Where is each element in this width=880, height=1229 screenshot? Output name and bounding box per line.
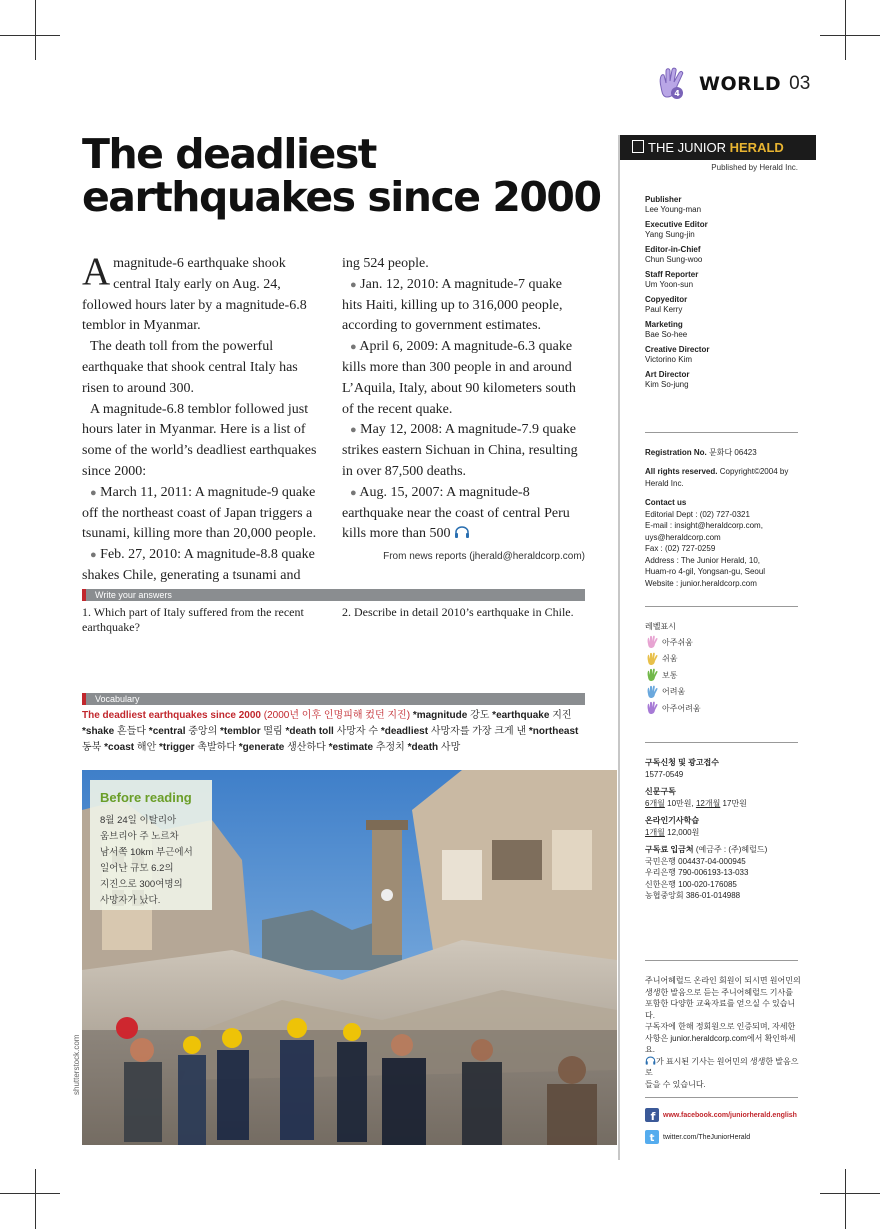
- staff-name: Victorino Kim: [645, 355, 692, 364]
- contact-block: Contact us Editorial Dept : (02) 727-0321 E-mail : insight@heraldcorp.com, uys@heraldcorp.com Fax : (02) 727-0259 Address : The Junior Herald, 10, Huam-ro 4-gil, Yongsan-gu, Seoul Website : junior.heraldcorp.com: [645, 497, 805, 589]
- question-1: 1. Which part of Italy suffered from the recent earthquake?: [82, 605, 304, 634]
- article-column-2: [342, 254, 585, 545]
- staff-name: Lee Young-man: [645, 205, 702, 214]
- before-reading-line: 지진으로 300여명의: [100, 879, 183, 890]
- crop-mark: [0, 35, 60, 36]
- bullet-icon: ●: [90, 549, 97, 562]
- svg-text:4: 4: [674, 89, 680, 98]
- contact-line: Editorial Dept : (02) 727-0321: [645, 509, 750, 519]
- sidebar-divider: [618, 135, 620, 1160]
- vocab-headline-ko: (2000년 이후 인명피해 컸던 지진): [263, 710, 411, 721]
- list-item: ● April 6, 2009: A magnitude-6.3 quake kills more than 300 people in and around L’Aquila, Italy, about 90 kilometers south of the recent quake.: [342, 339, 576, 417]
- logo-mark-icon: [632, 140, 644, 153]
- page-number: 03: [789, 73, 811, 94]
- vocab-item: *central 중앙의: [148, 726, 218, 737]
- staff-role: Executive Editor: [645, 220, 708, 229]
- bullet-icon: ●: [350, 278, 357, 291]
- copyright: All rights reserved. Copyright©2004 by Herald Inc.: [645, 467, 789, 488]
- headphones-icon[interactable]: [454, 526, 470, 538]
- list-item: ● Aug. 15, 2007: A magnitude-8 earthquake near the coast of central Peru kills more than 500: [342, 484, 570, 542]
- facebook-icon: [645, 1108, 659, 1122]
- source-credit: From news reports (jherald@heraldcorp.com): [383, 551, 585, 562]
- bank-account: 우리은행 790-006193-13-033: [645, 868, 749, 877]
- lead-paragraph: Amagnitude-6 earthquake shook central Italy early on Aug. 24, followed hours later by a magnitude-6.8 temblor in Myanmar.: [82, 250, 307, 334]
- staff-name: Chun Sung-woo: [645, 255, 703, 264]
- staff-role: Publisher: [645, 195, 682, 204]
- before-reading-line: 사망자가 났다.: [100, 895, 161, 906]
- headphones-icon: [645, 1056, 656, 1065]
- hand-level-icon: [645, 635, 659, 649]
- vocab-item: *deadliest 사망자를 가장 크게 낸: [380, 726, 527, 737]
- paragraph: The death toll from the powerful earthquake that shook central Italy has risen to around 300.: [82, 339, 298, 396]
- level-item: 보통: [645, 668, 677, 682]
- level-item: 아주어려움: [645, 701, 701, 715]
- before-reading-line: 8월 24일 이탈리아: [100, 815, 177, 826]
- contact-line: Fax : (02) 727-0259: [645, 544, 716, 553]
- twitter-link[interactable]: t twitter.com/TheJuniorHerald: [645, 1130, 750, 1144]
- staff-entry: [645, 220, 708, 240]
- bank-account: 국민은행 004437-04-000945: [645, 856, 746, 866]
- staff-name: Bae So-hee: [645, 330, 688, 339]
- contact-line: Huam-ro 4-gil, Yongsan-gu, Seoul: [645, 567, 766, 576]
- staff-entry: [645, 195, 701, 215]
- vocab-item: *death 사망: [407, 742, 461, 753]
- before-reading-line: 남서쪽 10km 부근에서: [100, 847, 193, 858]
- section-header: [655, 64, 810, 104]
- staff-entry: [645, 245, 702, 265]
- vocab-item: *earthquake 지진: [492, 710, 572, 721]
- drop-cap: A: [82, 250, 111, 293]
- vocab-item: *shake 흔들다: [82, 726, 147, 737]
- vocab-item: *trigger 촉발하다: [159, 742, 236, 753]
- masthead-logo: THE JUNIOR HERALD: [632, 140, 784, 155]
- paragraph: A magnitude-6.8 temblor followed just hours later in Myanmar. Here is a list of some of the world’s deadliest earthquakes since 2000:: [82, 401, 317, 479]
- paragraph: ing 524 people.: [342, 256, 429, 271]
- staff-role: Creative Director: [645, 345, 710, 354]
- hand-level-icon: [645, 668, 659, 682]
- svg-text:f: f: [650, 1110, 656, 1122]
- divider: [645, 432, 798, 433]
- crop-mark: [845, 0, 846, 60]
- crop-mark: [0, 1193, 60, 1194]
- staff-name: Paul Kerry: [645, 305, 683, 314]
- divider: [645, 606, 798, 607]
- facebook-link[interactable]: f www.facebook.com/juniorherald.english: [645, 1108, 797, 1122]
- vocab-item: *generate 생산하다: [238, 742, 326, 753]
- hand-level-icon: [645, 685, 659, 699]
- bank-account: 농협중앙회 386-01-014988: [645, 891, 741, 900]
- staff-entry: [645, 370, 689, 390]
- staff-name: Yang Sung-jin: [645, 230, 695, 239]
- article-title: The deadliest earthquakes since 2000: [82, 130, 601, 221]
- before-reading-line: 일어난 규모 6.2의: [100, 863, 174, 874]
- article-column-1: [82, 250, 325, 608]
- staff-role: Editor-in-Chief: [645, 245, 701, 254]
- membership-note: 주니어헤럴드 온라인 회원이 되시면 원어민의 생생한 발음으로 듣는 주니어헤럴드 기사를 포함한 다양한 교육자료를 얻으실 수 있습니다. 구독자에 한해 정회원으로 인증되며, 자세한 사항은 junior.heraldcorp.com에서 확인하세요. 가 표시된 기사는 원어민의 생생한 발음으로 들을 수 있습니다.: [645, 976, 801, 1089]
- staff-entry: [645, 295, 687, 315]
- staff-entry: [645, 270, 698, 290]
- before-reading-line: 움브리아 주 노르차: [100, 831, 179, 842]
- subscription-block: 구독신청 및 광고접수 1577-0549 신문구독 6개월 10만원, 12개월 17만원 온라인기사학습 1개월 12,000원 구독료 입금처 (예금주 : (주)헤럴드) 국민은행 004437-04-000945 우리은행 790-006193-13-033 신한은행 100-020-176085 농협중앙회 386-01-014988: [645, 757, 805, 902]
- level-item: 쉬움: [645, 652, 677, 666]
- bullet-icon: ●: [90, 486, 97, 499]
- before-reading-box: [90, 780, 212, 910]
- level-title: 레벨표시: [645, 622, 676, 631]
- crop-mark: [820, 35, 880, 36]
- vocab-item: *estimate 추정치: [328, 742, 405, 753]
- staff-entry: [645, 320, 687, 340]
- list-item: ● May 12, 2008: A magnitude-7.9 quake strikes eastern Sichuan in China, resulting in over 87,500 deaths.: [342, 422, 578, 479]
- staff-entry: [645, 345, 709, 365]
- twitter-icon: [645, 1130, 659, 1144]
- masthead: [620, 135, 816, 160]
- contact-line[interactable]: Website : junior.heraldcorp.com: [645, 578, 757, 588]
- vocab-item: *temblor 떨림: [220, 726, 283, 737]
- level-item: 아주쉬움: [645, 635, 693, 649]
- list-item: ● March 11, 2011: A magnitude-9 quake off the northeast coast of Japan triggers a tsunami, killing more than 20,000 people.: [82, 484, 317, 542]
- crop-mark: [820, 1193, 880, 1194]
- staff-role: Staff Reporter: [645, 270, 699, 279]
- vocabulary-bar: Vocabulary: [82, 693, 585, 705]
- before-reading-title: Before reading: [100, 790, 192, 805]
- bullet-icon: ●: [350, 341, 357, 354]
- registration: Registration No. 문화다 06423: [645, 448, 757, 457]
- hand-level-icon: [655, 67, 687, 101]
- svg-text:t: t: [649, 1133, 655, 1144]
- vocab-item: *death toll 사망자 수: [285, 726, 379, 737]
- staff-role: Marketing: [645, 320, 683, 329]
- contact-line[interactable]: uys@heraldcorp.com: [645, 532, 721, 542]
- crop-mark: [845, 1169, 846, 1229]
- vocab-headline: The deadliest earthquakes since 2000: [82, 710, 261, 721]
- list-item: ● Jan. 12, 2010: A magnitude-7 quake hits Haiti, killing up to 316,000 people, according to government estimates.: [342, 276, 563, 334]
- crop-mark: [35, 0, 36, 60]
- divider: [645, 1097, 798, 1098]
- section-name: WORLD: [699, 73, 782, 95]
- hand-level-icon: [645, 652, 659, 666]
- contact-line[interactable]: E-mail : insight@heraldcorp.com,: [645, 521, 763, 530]
- list-item: ● Feb. 27, 2010: A magnitude-8.8 quake shakes Chile, generating a tsunami and: [82, 547, 315, 583]
- publisher-note: Published by Herald Inc.: [711, 163, 798, 172]
- crop-mark: [35, 1169, 36, 1229]
- answers-bar: Write your answers: [82, 589, 585, 601]
- vocab-item: *coast 해안: [104, 742, 157, 753]
- bullet-icon: ●: [350, 486, 357, 499]
- level-item: 어려움: [645, 685, 685, 699]
- vocab-item: *northeast 동북: [82, 726, 579, 753]
- bullet-icon: ●: [350, 424, 357, 437]
- divider: [645, 742, 798, 743]
- hand-level-icon: [645, 701, 659, 715]
- staff-role: Art Director: [645, 370, 690, 379]
- question-2: 2. Describe in detail 2010’s earthquake in Chile.: [342, 605, 574, 619]
- photo-credit: shutterstock.com: [72, 1034, 81, 1095]
- staff-name: Kim So-jung: [645, 380, 689, 389]
- bank-account: 신한은행 100-020-176085: [645, 879, 737, 889]
- contact-line: Address : The Junior Herald, 10,: [645, 555, 761, 565]
- divider: [645, 960, 798, 961]
- staff-name: Um Yoon-sun: [645, 280, 694, 289]
- vocabulary-list: [82, 708, 587, 756]
- staff-role: Copyeditor: [645, 295, 688, 304]
- vocab-item: *magnitude 강도: [412, 710, 490, 721]
